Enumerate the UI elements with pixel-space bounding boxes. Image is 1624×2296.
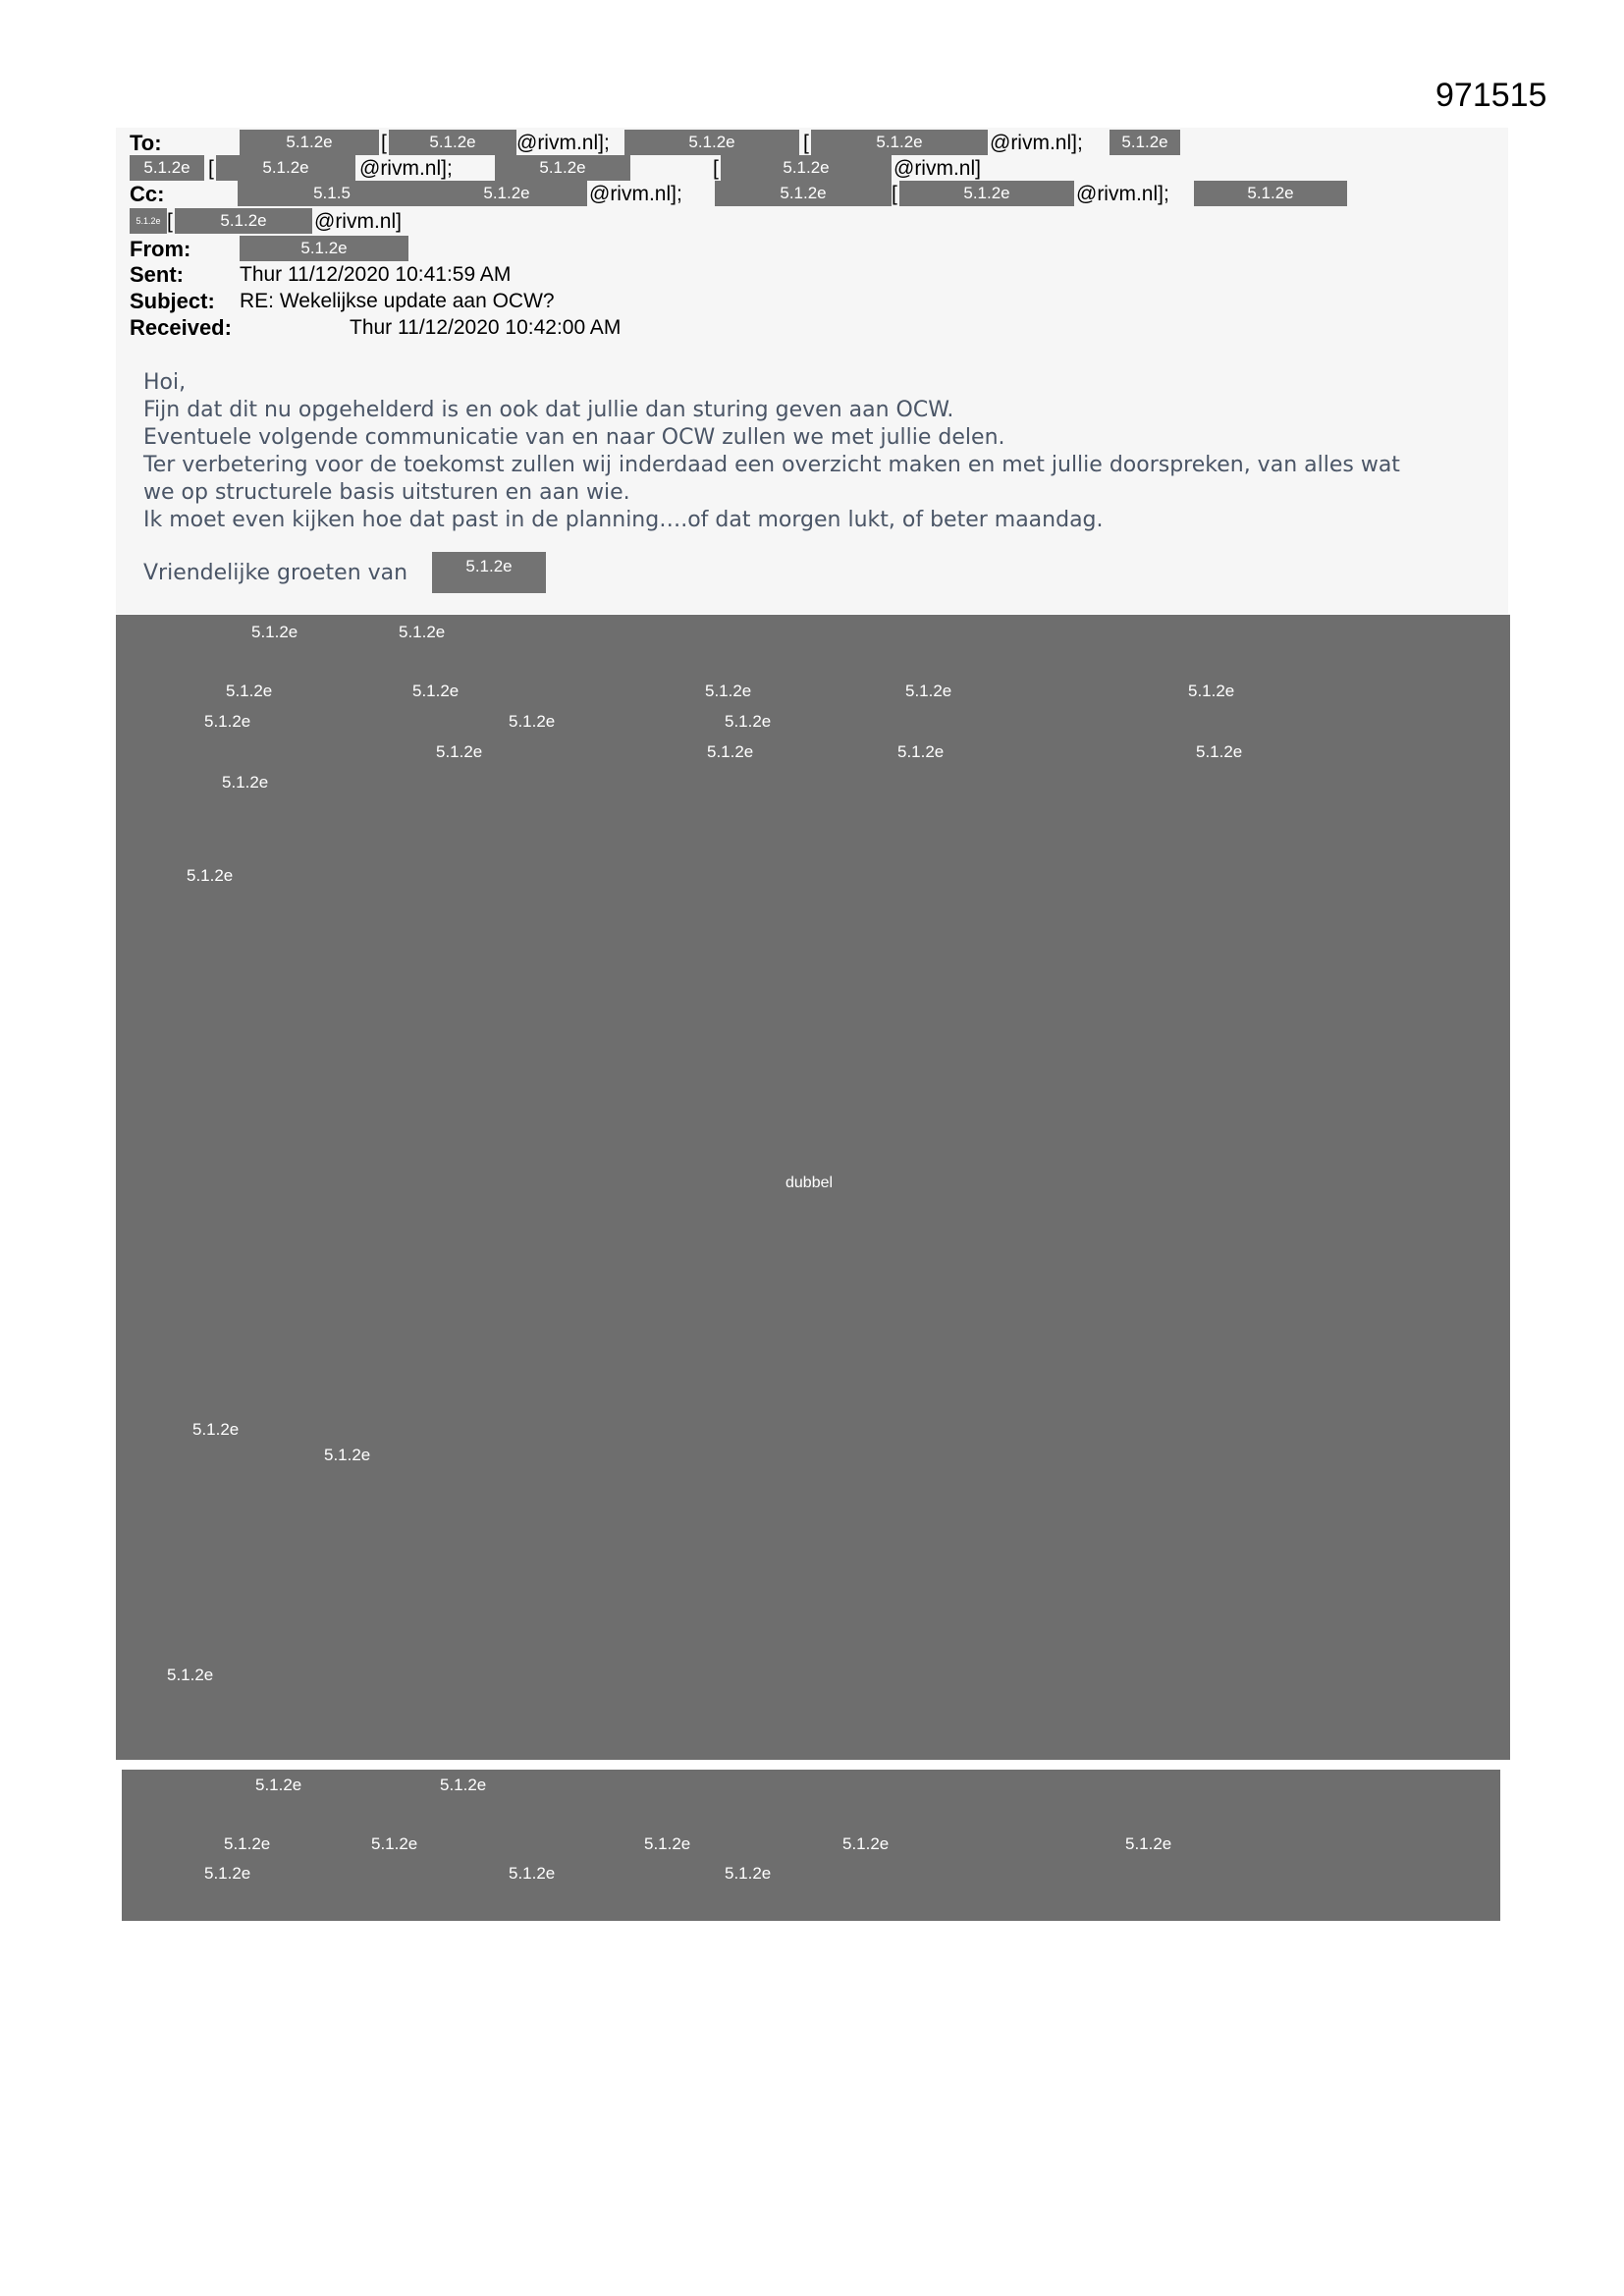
email-domain: @rivm.nl]; — [589, 183, 682, 205]
received-value: Thur 11/12/2020 10:42:00 AM — [350, 316, 622, 339]
redaction: 5.1.5 — [238, 181, 426, 206]
body-line: Fijn dat dit nu opgehelderd is en ook dat jullie dan sturing geven aan OCW. — [143, 398, 954, 422]
redaction: 5.1.2e — [175, 208, 312, 234]
redaction-code: 5.1.2e — [187, 866, 234, 885]
greeting: Hoi, — [143, 370, 187, 395]
document-number: 971515 — [1435, 77, 1547, 114]
subject-value: RE: Wekelijkse update aan OCW? — [240, 290, 555, 312]
redaction-code: 5.1.2e — [905, 682, 952, 700]
cc-label: Cc: — [130, 182, 165, 206]
redaction-code: 5.1.2e — [399, 623, 446, 641]
redaction: 5.1.2e — [721, 155, 892, 181]
to-label: To: — [130, 131, 162, 155]
redaction: 5.1.2e — [811, 130, 988, 155]
body-line: Ik moet even kijken hoe dat past in de planning….of dat morgen lukt, of beter maandag. — [143, 508, 1104, 532]
bracket: [ — [803, 132, 809, 154]
redaction: 5.1.2e — [216, 155, 355, 181]
redaction-code: 5.1.2e — [255, 1776, 302, 1794]
redaction-center-label: dubbel — [785, 1175, 834, 1191]
email-domain: @rivm.nl] — [314, 210, 402, 233]
redaction: 5.1.2e — [426, 181, 587, 206]
email-domain: @rivm.nl]; — [359, 157, 453, 180]
bracket: [ — [381, 132, 387, 154]
redaction-code: 5.1.2e — [725, 712, 772, 731]
sent-value: Thur 11/12/2020 10:41:59 AM — [240, 263, 512, 286]
email-domain: @rivm.nl]; — [990, 132, 1083, 154]
redaction-code: 5.1.2e — [204, 712, 251, 731]
redaction: 5.1.2e — [432, 552, 546, 593]
redaction-code: 5.1.2e — [842, 1834, 890, 1853]
redaction: 5.1.2e — [389, 130, 516, 155]
email-domain: @rivm.nl]; — [1076, 183, 1169, 205]
redaction-code: 5.1.2e — [324, 1446, 371, 1464]
body-line: we op structurele basis uitsturen en aan wie. — [143, 480, 630, 505]
redaction-code: 5.1.2e — [436, 742, 483, 761]
bracket: [ — [167, 210, 173, 233]
email-domain: @rivm.nl]; — [516, 132, 610, 154]
email-header — [116, 128, 1508, 344]
redaction-code: 5.1.2e — [251, 623, 298, 641]
redaction: 5.1.2e — [624, 130, 799, 155]
redaction: 5.1.2e — [495, 155, 630, 181]
redaction: 5.1.2e — [1194, 181, 1347, 206]
redaction-code: 5.1.2e — [226, 682, 273, 700]
redaction-code: 5.1.2e — [440, 1776, 487, 1794]
redaction-code: 5.1.2e — [192, 1420, 240, 1439]
redaction-code: 5.1.2e — [644, 1834, 691, 1853]
redacted-block — [116, 615, 1510, 1760]
redaction-code: 5.1.2e — [1125, 1834, 1172, 1853]
redaction: 5.1.2e — [1110, 130, 1180, 155]
received-label: Received: — [130, 315, 232, 340]
redaction-code: 5.1.2e — [509, 1864, 556, 1883]
redaction-code: 5.1.2e — [897, 742, 945, 761]
redaction: 5.1.2e — [240, 130, 379, 155]
redaction-code: 5.1.2e — [224, 1834, 271, 1853]
redaction-code: 5.1.2e — [371, 1834, 418, 1853]
redacted-block — [122, 1770, 1500, 1921]
redaction-code: 5.1.2e — [1196, 742, 1243, 761]
redaction-code: 5.1.2e — [707, 742, 754, 761]
bracket: [ — [713, 157, 719, 180]
redaction-code: 5.1.2e — [1188, 682, 1235, 700]
body-line: Ter verbetering voor de toekomst zullen wij inderdaad een overzicht maken en met jullie doorspreken, van alles wat — [143, 453, 1400, 477]
from-label: From: — [130, 237, 191, 261]
closing: Vriendelijke groeten van — [143, 561, 408, 585]
redaction-code: 5.1.2e — [412, 682, 460, 700]
sent-label: Sent: — [130, 262, 184, 287]
redaction-code: 5.1.2e — [222, 773, 269, 792]
redaction: 5.1.2e — [715, 181, 892, 206]
subject-label: Subject: — [130, 289, 215, 313]
redaction-code: 5.1.2e — [725, 1864, 772, 1883]
redaction: 5.1.2e — [899, 181, 1074, 206]
bracket: [ — [208, 157, 214, 180]
bracket: [ — [892, 183, 897, 205]
redaction-code: 5.1.2e — [705, 682, 752, 700]
email-body — [116, 344, 1508, 614]
redaction-code: 5.1.2e — [509, 712, 556, 731]
email-domain: @rivm.nl] — [893, 157, 981, 180]
body-line: Eventuele volgende communicatie van en naar OCW zullen we met jullie delen. — [143, 425, 1005, 450]
redaction-code: 5.1.2e — [167, 1666, 214, 1684]
redaction: 5.1.2e — [130, 208, 167, 234]
redaction: 5.1.2e — [240, 236, 408, 261]
redaction: 5.1.2e — [130, 155, 204, 181]
redaction-code: 5.1.2e — [204, 1864, 251, 1883]
